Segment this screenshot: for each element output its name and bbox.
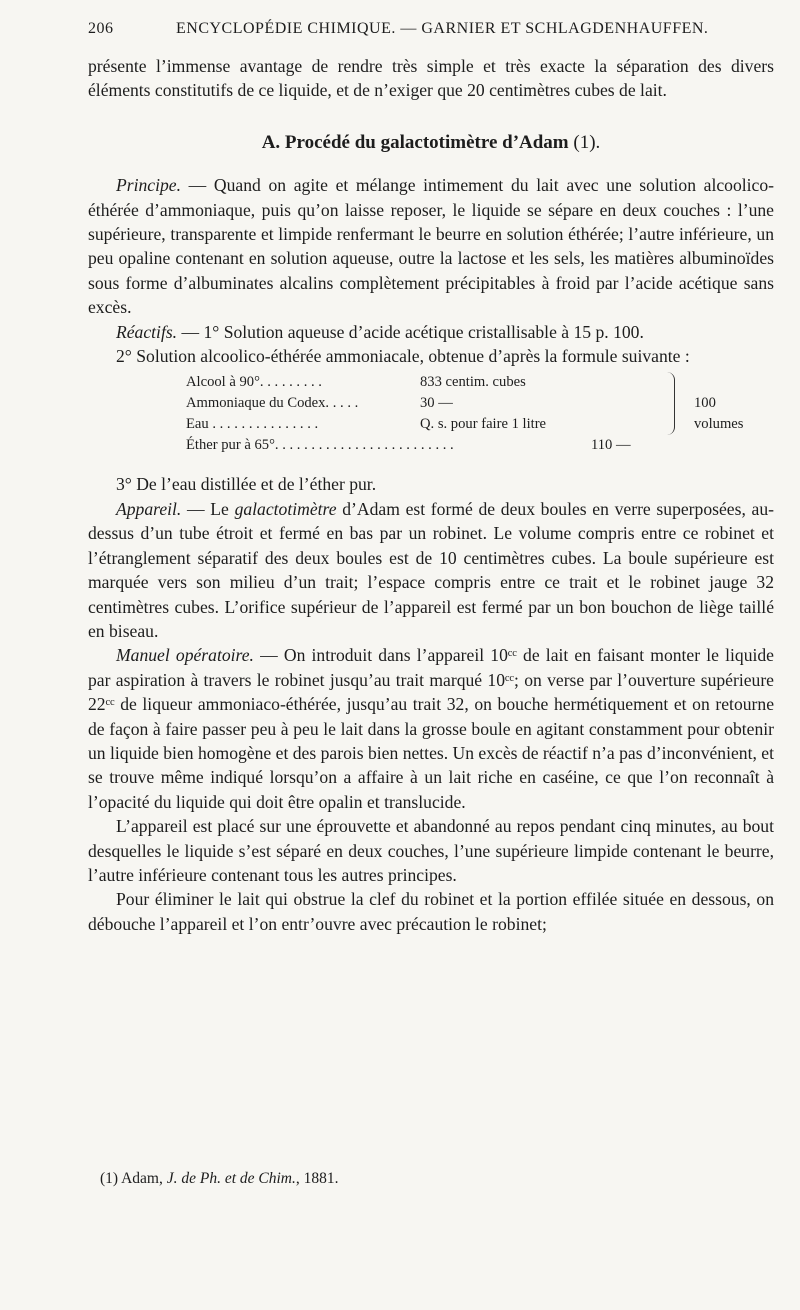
formula-label: Eau . . . . . . . . . . . . . . . [186, 416, 319, 433]
paragraph-eliminer: Pour éliminer le lait qui obstrue la clef du robinet et la portion effilée située en dessous, on débouche l’appareil et l’on entr’ouvre avec précaution le robinet; [88, 889, 774, 934]
formula-volumes: 100 volumes [694, 395, 744, 433]
formula-label: Ammoniaque du Codex. . . . . [186, 395, 359, 412]
paragraph-manuel [88, 643, 774, 814]
appareil-label: Appareil. [116, 498, 182, 519]
appareil-text-b: d’Adam est formé de deux boules en verre superposées, au-dessus d’un tube étroit et fermé en bas par un robinet. Le volume compris entre ce robinet et l’étranglement séparatif des deux boules est de 10 centimètres cubes. La boule supérieure est marquée vers son milieu d’un trait; l’espace compris entre ce trait et le robinet jauge 32 centimètres cubes. L’orifice supérieur de l’appareil est fermé par un bon bouchon de liège taillé en biseau. [88, 498, 774, 641]
footnote-reference: J. de Ph. et de Chim. [166, 1170, 296, 1187]
paragraph-appareil [88, 497, 774, 643]
manuel-text: — On introduit dans l’appareil 10ᶜᶜ de lait en faisant monter le liquide par aspiration à travers le robinet jusqu’au trait marqué 10ᶜᶜ; on verse par l’ouverture supérieure 22ᶜᶜ de liqueur ammoniaco-éthérée, jusqu’au trait 32, on bouche hermétiquement et on retourne de façon à faire passer peu à peu le lait dans la grosse boule en agitant constamment pour obtenir un liquide bien homogène et des parois bien nettes. Un excès de réactif n’a pas d’inconvénient, et se trouve même indiqué lorsqu’on a affaire à un lait riche en caséine, ce que l’on reconnaît à l’opacité du liquide qui doit être opalin et translucide. [88, 645, 774, 812]
formula-label: Alcool à 90°. . . . . . . . . [186, 374, 322, 391]
principe-label: Principe. [116, 175, 181, 196]
manuel-label: Manuel opératoire. [116, 645, 254, 666]
reactifs-item-2: 2° Solution alcoolico-éthérée ammoniacale, obtenue d’après la formule suivante : [116, 346, 690, 367]
section-title-text: A. Procédé du galactotimètre d’Adam [261, 131, 569, 153]
reactifs-item-3: 3° De l’eau distillée et de l’éther pur. [116, 474, 377, 495]
formula-row [186, 435, 766, 456]
paragraph-principe [88, 173, 774, 319]
paragraph-repos: L’appareil est placé sur une éprouvette et abandonné au repos pendant cinq minutes, au bout desquelles le liquide s’est séparé en deux couches, l’une supérieure limpide contenant le beurre, l’autre inférieure contenant tous les autres principes. [88, 816, 774, 885]
footnote [100, 1170, 339, 1188]
footnote-mark: (1) Adam, [100, 1170, 167, 1187]
formula-value: Q. s. pour faire 1 litre [420, 416, 547, 433]
paragraph-reactifs [88, 320, 774, 344]
formula-label: Éther pur à 65°. . . . . . . . . . . . . . . . . . . . . . . . . [186, 437, 454, 454]
section-title [88, 131, 774, 155]
footnote-year: , 1881. [295, 1170, 339, 1187]
running-title: ENCYCLOPÉDIE CHIMIQUE. — GARNIER ET SCHLAGDENHAUFFEN. [176, 20, 709, 37]
formula-row [186, 393, 766, 414]
appareil-text-a: — Le [181, 498, 235, 519]
paragraph-intro: présente l’immense avantage de rendre très simple et très exacte la séparation des divers éléments constitutifs de ce liquide, et de n’exiger que 20 centimètres cubes de lait. [88, 56, 774, 101]
formula-value: 30 — [420, 395, 453, 412]
formula-value: 833 centim. cubes [420, 374, 526, 391]
formula-value: 110 — [591, 437, 631, 454]
formula-table [88, 372, 774, 460]
reactifs-item-1: — 1° Solution aqueuse d’acide acétique cristallisable à 15 p. 100. [177, 321, 644, 342]
page-number: 206 [88, 20, 114, 37]
reactifs-label: Réactifs. [116, 321, 178, 342]
brace-icon [664, 372, 675, 435]
principe-text: — Quand on agite et mélange intimement du lait avec une solution alcoolico-éthérée d’ammoniaque, puis qu’on laisse reposer, le liquide se sépare en deux couches : l’une supérieure, transparente et limpide renfermant le beurre en solution éthérée; l’autre inférieure, un peu opaline contenant en solution aqueuse, outre la lactose et les sels, les matières albuminoïdes sous forme d’albuminates alcalins complètement précipitables à froid par l’acide acétique sans excès. [88, 175, 774, 318]
footnote-marker: (1). [573, 131, 601, 153]
page-body [88, 54, 774, 936]
formula-row [186, 414, 766, 435]
appareil-term: galactotimètre [234, 498, 337, 519]
